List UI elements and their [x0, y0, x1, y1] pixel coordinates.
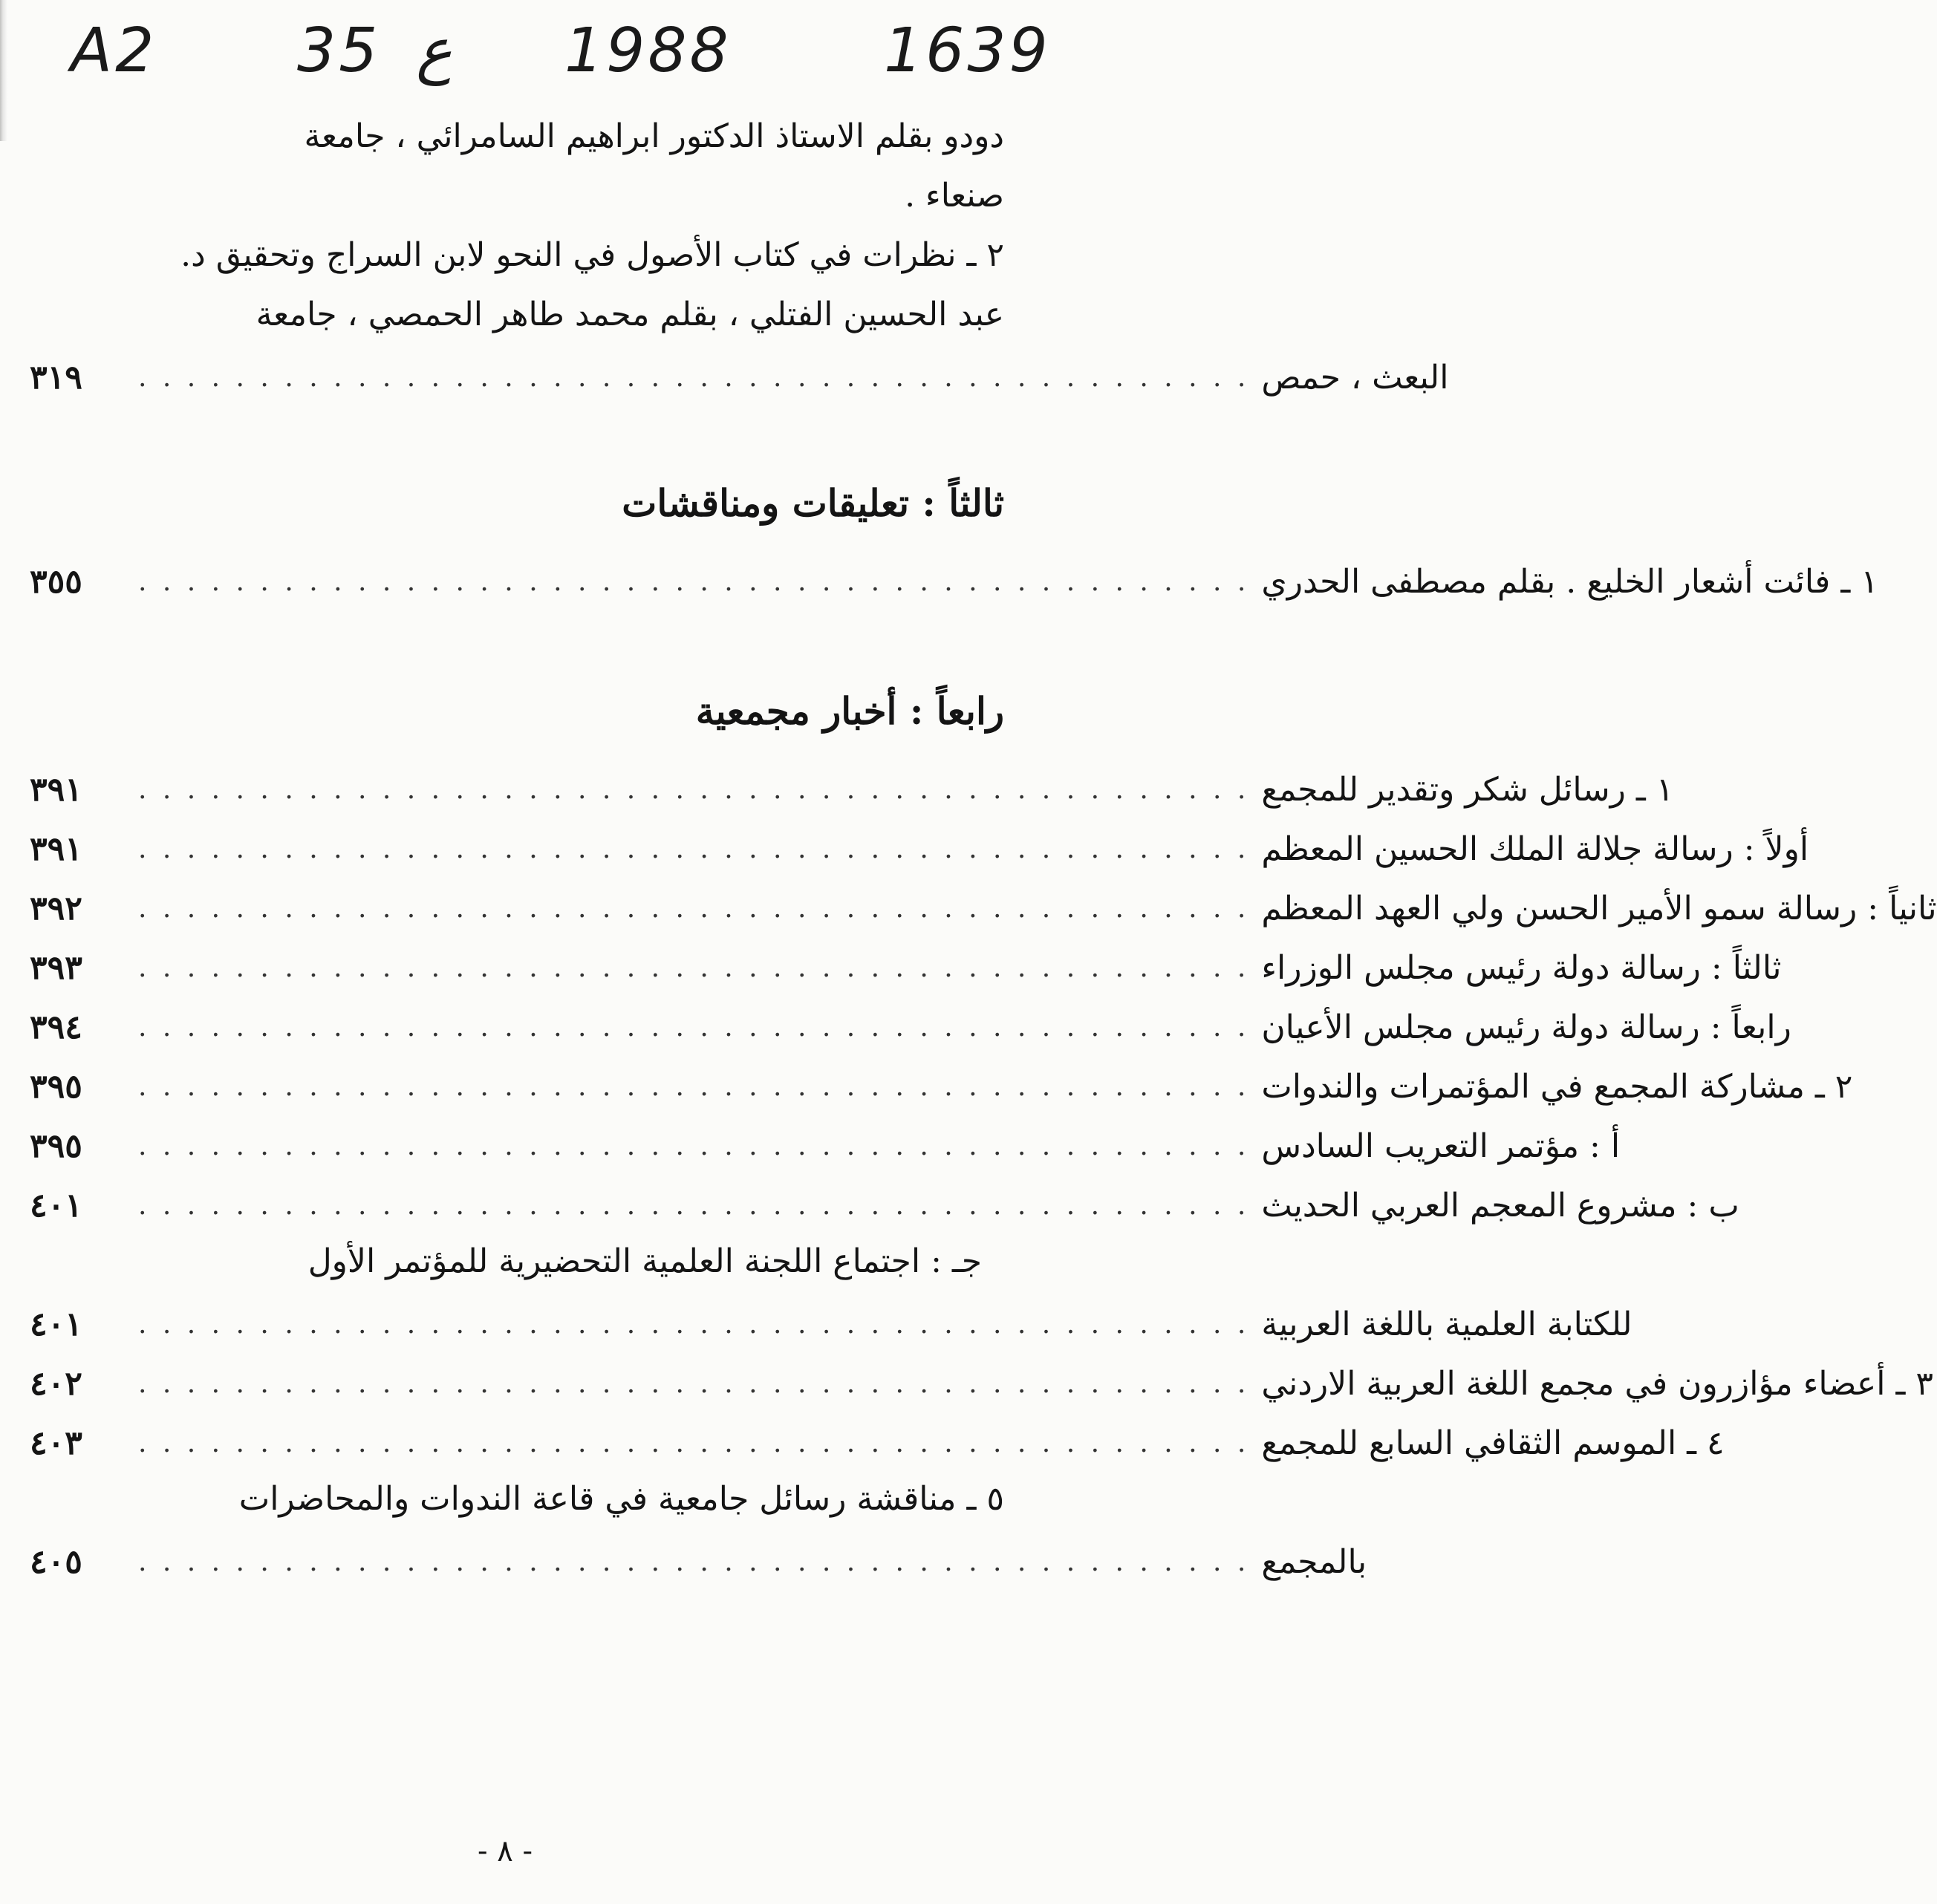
toc-entry-line: جـ : اجتماع اللجنة العلمية التحضيرية للمؤتمر الأول — [307, 1242, 982, 1280]
toc-entry-line: ٥ ـ مناقشة رسائل جامعية في قاعة الندوات والمحاضرات — [238, 1480, 1004, 1518]
toc-entry-label: ثانياً : رسالة سمو الأمير الحسن ولي العهد المعظم — [1261, 889, 1937, 927]
toc-entry — [30, 1064, 1853, 1109]
page-number: ٣٩٤ — [30, 1008, 82, 1046]
section-heading: رابعاً : أخبار مجمعية — [695, 689, 1004, 733]
page-number: ٤٠١ — [30, 1305, 82, 1343]
handwritten-code: A2 — [71, 16, 157, 86]
handwritten-number: 1639 — [884, 16, 1051, 86]
page-number: ٣٩٢ — [30, 889, 82, 927]
toc-entry-label: بالمجمع — [1261, 1542, 1367, 1581]
dot-leader: . . . . . . . . . . . . . . . . . . . . . . . . . . . . . . . . . . . . . . . . . . . . . . — [138, 1308, 1250, 1340]
toc-entry — [30, 1302, 1632, 1346]
dot-leader: . . . . . . . . . . . . . . . . . . . . . . . . . . . . . . . . . . . . . . . . . . . . . . — [138, 774, 1250, 805]
toc-entry — [30, 767, 1674, 812]
handwritten-volume: 35 — [297, 16, 381, 86]
page-number: ٤٠٥ — [30, 1542, 82, 1581]
page-number: ٣٩١ — [30, 770, 82, 809]
toc-entry — [30, 1539, 1367, 1584]
dot-leader: . . . . . . . . . . . . . . . . . . . . . . . . . . . . . . . . . . . . . . . . . . . . . . — [138, 1190, 1250, 1221]
continuation-line: دودو بقلم الاستاذ الدكتور ابراهيم السامرائي ، جامعة — [304, 117, 1004, 155]
toc-entry — [30, 1421, 1725, 1465]
toc-entry — [30, 1005, 1791, 1049]
toc-entry — [30, 1124, 1621, 1168]
page-number: ٣٥٥ — [30, 562, 82, 601]
toc-entry-label: ١ ـ فائت أشعار الخليع . بقلم مصطفى الحدري — [1261, 562, 1878, 601]
toc-entry-label: رابعاً : رسالة دولة رئيس مجلس الأعيان — [1261, 1008, 1791, 1046]
dot-leader: . . . . . . . . . . . . . . . . . . . . . . . . . . . . . . . . . . . . . . . . . . . . . . — [138, 1130, 1250, 1161]
page-number: ٣١٩ — [30, 358, 82, 397]
toc-entry-label: أولاً : رسالة جلالة الملك الحسين المعظم — [1261, 829, 1809, 868]
toc-entry — [30, 355, 1449, 400]
handwritten-year: 1988 — [564, 16, 732, 86]
toc-entry-label: ب : مشروع المعجم العربي الحديث — [1261, 1186, 1739, 1225]
toc-entry-label: ١ ـ رسائل شكر وتقدير للمجمع — [1261, 770, 1674, 809]
dot-leader: . . . . . . . . . . . . . . . . . . . . . . . . . . . . . . . . . . . . . . . . . . . . . . — [138, 952, 1250, 983]
toc-entry-label: للكتابة العلمية باللغة العربية — [1261, 1305, 1632, 1343]
toc-entry-label: ثالثاً : رسالة دولة رئيس مجلس الوزراء — [1261, 948, 1782, 987]
toc-entry-label: أ : مؤتمر التعريب السادس — [1261, 1127, 1621, 1165]
toc-entry-line: ٢ ـ نظرات في كتاب الأصول في النحو لابن السراج وتحقيق د. — [180, 236, 1004, 274]
dot-leader: . . . . . . . . . . . . . . . . . . . . . . . . . . . . . . . . . . . . . . . . . . . . . . — [138, 1546, 1250, 1577]
dot-leader: . . . . . . . . . . . . . . . . . . . . . . . . . . . . . . . . . . . . . . . . . . . . . . — [138, 1427, 1250, 1458]
scan-edge-shadow — [0, 0, 7, 141]
page-number: ٣٩٥ — [30, 1127, 82, 1165]
dot-leader: . . . . . . . . . . . . . . . . . . . . . . . . . . . . . . . . . . . . . . . . . . . . . . — [138, 362, 1250, 393]
toc-entry-label: البعث ، حمص — [1261, 358, 1449, 397]
toc-entry — [30, 1183, 1739, 1228]
page-number: ٣٩١ — [30, 829, 82, 868]
dot-leader: . . . . . . . . . . . . . . . . . . . . . . . . . . . . . . . . . . . . . . . . . . . . . . — [138, 566, 1250, 597]
dot-leader: . . . . . . . . . . . . . . . . . . . . . . . . . . . . . . . . . . . . . . . . . . . . . . — [138, 1071, 1250, 1102]
handwritten-letter: ع — [416, 16, 452, 86]
toc-entry — [30, 945, 1782, 990]
dot-leader: . . . . . . . . . . . . . . . . . . . . . . . . . . . . . . . . . . . . . . . . . . . . . . — [138, 1368, 1250, 1399]
section-heading: ثالثاً : تعليقات ومناقشات — [622, 481, 1004, 525]
toc-entry — [30, 827, 1809, 871]
toc-entry-line: عبد الحسين الفتلي ، بقلم محمد طاهر الحمصي ، جامعة — [255, 296, 1004, 333]
page-folio: - ٨ - — [478, 1834, 533, 1868]
page-number: ٣٩٣ — [30, 948, 82, 987]
toc-entry — [30, 559, 1878, 604]
page-number: ٤٠١ — [30, 1186, 82, 1225]
toc-entry-label: ٢ ـ مشاركة المجمع في المؤتمرات والندوات — [1261, 1067, 1853, 1106]
toc-entry — [30, 886, 1937, 930]
dot-leader: . . . . . . . . . . . . . . . . . . . . . . . . . . . . . . . . . . . . . . . . . . . . . . — [138, 833, 1250, 864]
toc-entry — [30, 1361, 1933, 1406]
continuation-line: صنعاء . — [905, 177, 1004, 215]
page-number: ٤٠٢ — [30, 1364, 82, 1403]
toc-entry-label: ٤ ـ الموسم الثقافي السابع للمجمع — [1261, 1424, 1725, 1462]
page-number: ٤٠٣ — [30, 1424, 82, 1462]
page-number: ٣٩٥ — [30, 1067, 82, 1106]
dot-leader: . . . . . . . . . . . . . . . . . . . . . . . . . . . . . . . . . . . . . . . . . . . . . . — [138, 893, 1250, 924]
dot-leader: . . . . . . . . . . . . . . . . . . . . . . . . . . . . . . . . . . . . . . . . . . . . . . — [138, 1011, 1250, 1043]
toc-entry-label: ٣ ـ أعضاء مؤازرون في مجمع اللغة العربية الاردني — [1261, 1364, 1933, 1403]
